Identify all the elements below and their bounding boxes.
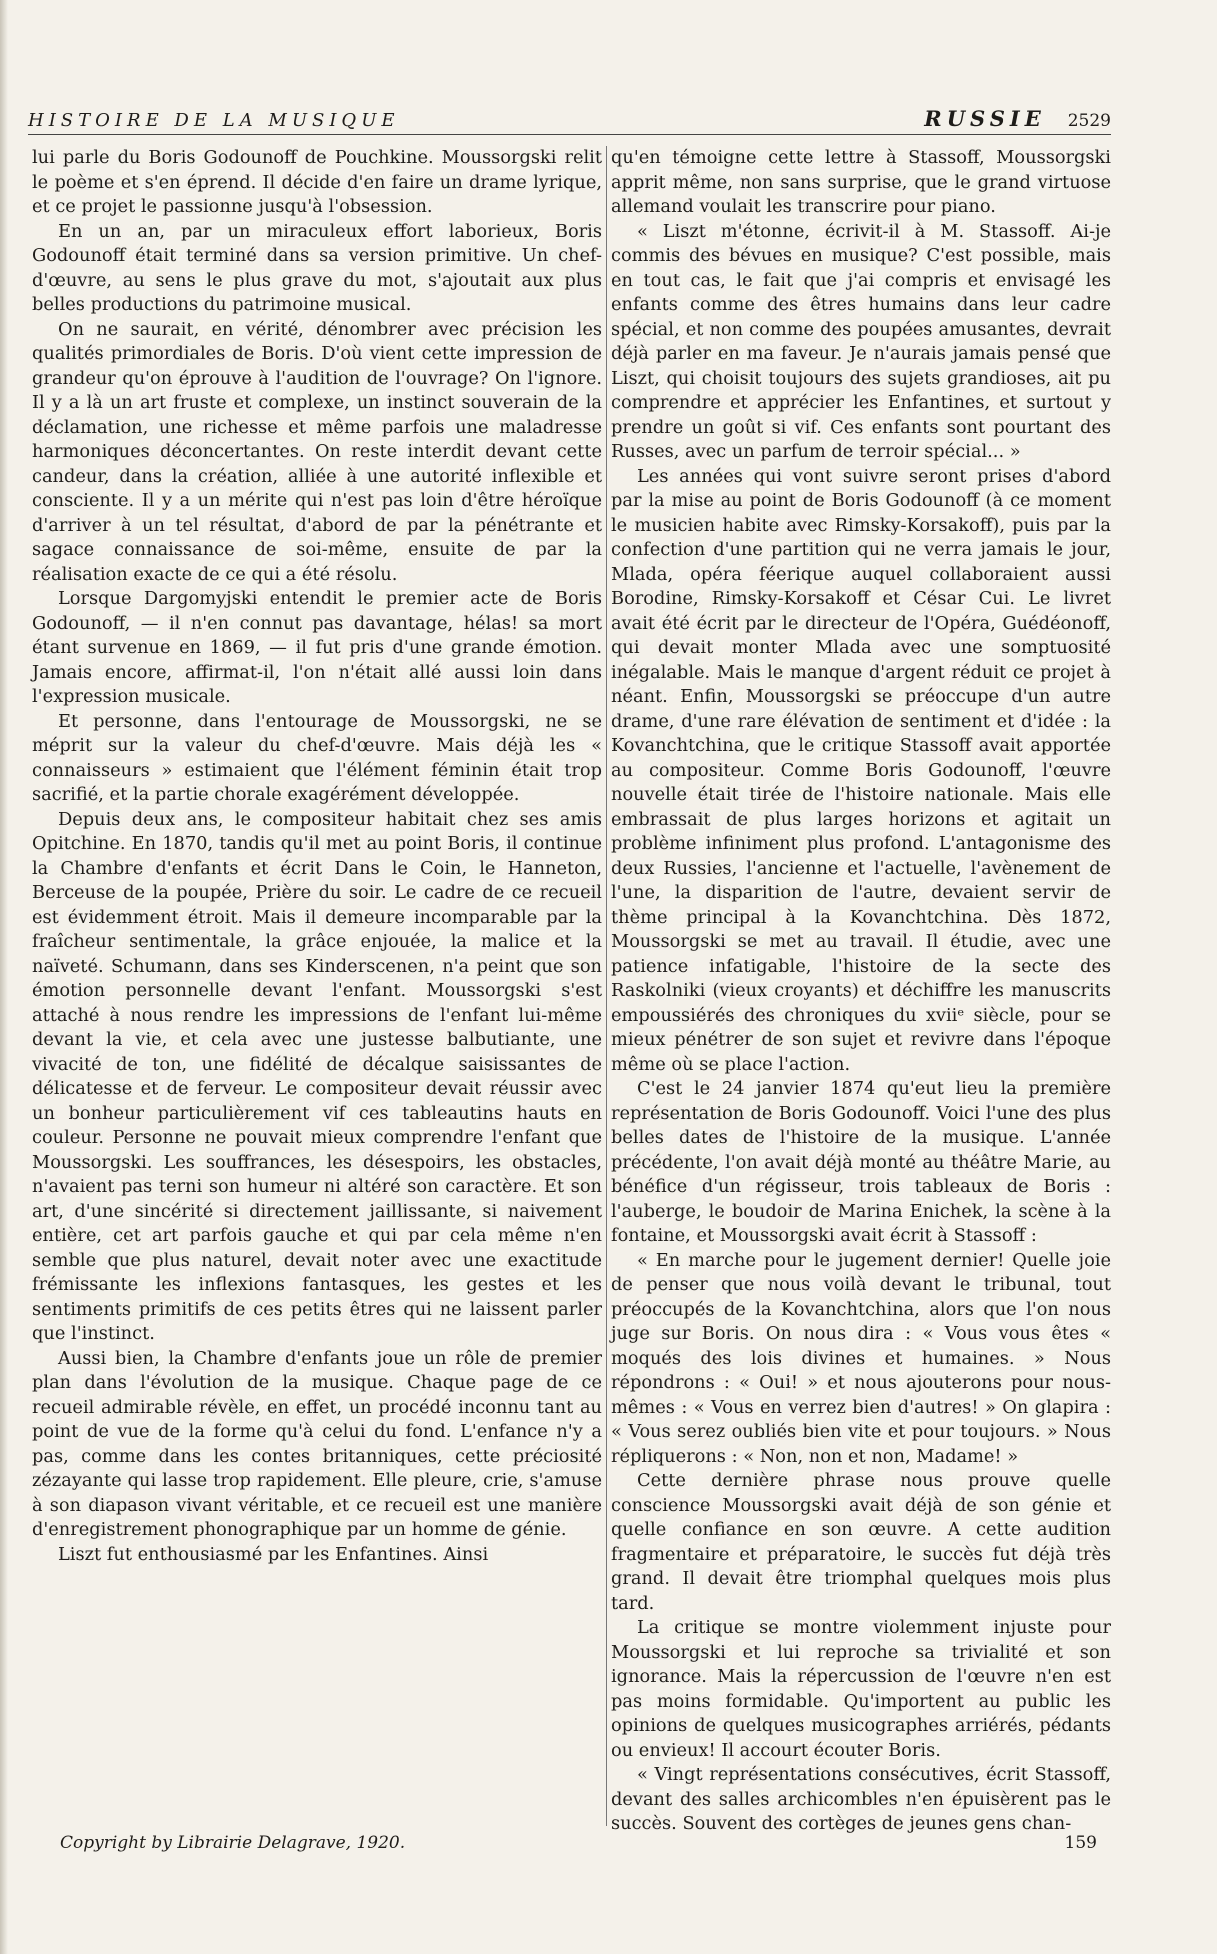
paragraph: « Vingt représentations consécutives, écrit Stassoff, devant des salles archicombles n'en épuisèrent pas le succès. Souvent des cortèges de jeunes gens chan- [611,1764,1111,1834]
running-title: HISTOIRE DE LA MUSIQUE [28,110,400,131]
paragraph: La critique se montre violemment injuste pour Moussorgski et lui reproche sa trivialité et son ignorance. Mais la répercussion de l'œuvre n'en est pas moins formidable. Qu'importent au public les opinions de quelques musicographes arriérés, pédants ou envieux! Il accourt écouter Boris. [611,1617,1111,1761]
folio-number: 159 [1064,1833,1097,1853]
paragraph: Depuis deux ans, le compositeur habitait chez ses amis Opitchine. En 1870, tandis qu'il met au point Boris, il continue la Chambre d'enfants et écrit Dans le Coin, le Hanneton, Berceuse de la poupée, Prière du soir. Le cadre de ce recueil est évidemment étroit. Mais il demeure incomparable par la fraîcheur sentimentale, la grâce enjouée, la malice et la naïveté. Schumann, dans ses Kinderscenen, n'a peint que son émotion personnelle devant l'enfant. Moussorgski s'est attaché à nous rendre les impressions de l'enfant lui-même devant la vie, et cela avec une justesse balbutiante, une vivacité de ton, une fidélité de décalque saisissantes de délicatesse et de ferveur. Le compositeur devait réussir avec un bonheur particulièrement vif ces tableautins hauts en couleur. Personne ne pouvait mieux comprendre l'enfant que Moussorgski. Les souffrances, les désespoirs, les obstacles, n'avaient pas terni son humeur ni altéré son caractère. Et son art, d'une sincérité si directement jaillissante, si naivement entière, cet art parfois gauche et qui par cela même n'en semble que plus naturel, devait noter avec une exactitude frémissante les inflexions fantasques, les gestes et les sentiments primitifs de ces petits êtres qui ne laissent parler que l'instinct. [32,808,602,1344]
paragraph: Les années qui vont suivre seront prises d'abord par la mise au point de Boris Godounoff (à ce moment le musicien habite avec Rimsky-Korsakoff), puis par la confection d'une partition qui ne verra jamais le jour, Mlada, opéra féerique auquel collaboraient aussi Borodine, Rimsky-Korsakoff et César Cui. Le livret avait été écrit par le directeur de l'Opéra, Guédéonoff, qui devait monter Mlada avec une somptuosité inégalable. Mais le manque d'argent réduit ce projet à néant. Enfin, Moussorgski se préoccupe d'un autre drame, d'une rare élévation de sentiment et d'idée : la Kovanchtchina, que le critique Stassoff avait apportée au compositeur. Comme Boris Godounoff, l'œuvre nouvelle était tirée de l'histoire nationale. Mais elle embrassait de plus larges horizons et agitait un problème infiniment plus profond. L'antagonisme des deux Russies, l'ancienne et l'actuelle, l'avènement de l'une, la disparition de l'autre, devaient servir de thème principal à la Kovanchtchina. Dès 1872, Moussorgski se met au travail. Il étudie, avec une patience infatigable, l'histoire de la secte des Raskolniki (vieux croyants) et déchiffre les manuscrits empoussiérés des chroniques du xviiᵉ siècle, pour se mieux pénétrer de son sujet et revivre dans l'époque même où se place l'action. [611,465,1111,1075]
paragraph: qu'en témoigne cette lettre à Stassoff, Moussorgski apprit même, non sans surprise, que le grand virtuose allemand voulait les transcrire pour piano. [611,147,1111,217]
paragraph: « En marche pour le jugement dernier! Quelle joie de penser que nous voilà devant le tribunal, tout préoccupés de la Kovanchtchina, alors que l'on nous juge sur Boris. On nous dira : « Vous vous êtes « moqués des lois divines et humaines. » Nous répondrons : « Oui! » et nous ajouterons pour nous-mêmes : « Vous en verrez bien d'autres! » On glapira : « Vous serez oubliés bien vite et pour toujours. » Nous répliquerons : « Non, non et non, Madame! » [611,1249,1111,1467]
paragraph: On ne saurait, en vérité, dénombrer avec précision les qualités primordiales de Boris. D'où vient cette impression de grandeur qu'on éprouve à l'audition de l'ouvrage? On l'ignore. Il y a là un art fruste et complexe, un instinct souverain de la déclamation, une richesse et même parfois une maladresse harmoniques déconcertantes. On reste interdit devant cette candeur, dans la création, alliée à une autorité inflexible et consciente. Il y a un mérite qui n'est pas loin d'être héroïque d'arriver à un tel résultat, d'abord de par la pénétrante et sagace connaissance de soi-même, ensuite de par la réalisation exacte de ce qui a été résolu. [32,318,602,585]
paragraph: « Liszt m'étonne, écrivit-il à M. Stassoff. Ai-je commis des bévues en musique? C'est possible, mais en tout cas, le fait que j'ai compris et envisagé les enfants comme des êtres humains dans leur cadre spécial, et non comme des poupées amusantes, devrait déjà parler en ma faveur. Je n'aurais jamais pensé que Liszt, qui choisit toujours des sujets grandioses, ait pu comprendre et apprécier les Enfantines, et surtout y prendre un goût si vif. Ces enfants sont pourtant des Russes, avec un parfum de terroir spécial... » [611,220,1111,462]
left-column [32,146,602,1567]
section-title: RUSSIE [924,106,1046,131]
paragraph: Aussi bien, la Chambre d'enfants joue un rôle de premier plan dans l'évolution de la musique. Chaque page de ce recueil admirable révèle, en effet, un procédé inconnu tant au point de vue de la forme qu'à celui du fond. L'enfance n'y a pas, comme dans les contes britanniques, cette préciosité zézayante qui lasse trop rapidement. Elle pleure, crie, s'amuse à son diapason vivant véritable, et ce recueil est une manière d'enregistrement phonographique par un homme de génie. [32,1347,602,1540]
page-edge-shadow [0,0,8,1954]
running-header [28,104,1111,135]
page-footer [60,1833,1097,1853]
page-number: 2529 [1067,111,1111,131]
paragraph: Cette dernière phrase nous prouve quelle conscience Moussorgski avait déjà de son génie et quelle confiance en son œuvre. A cette audition fragmentaire et préparatoire, le succès fut déjà très grand. Il devait être triomphal quelques mois plus tard. [611,1470,1111,1614]
header-right [924,106,1111,134]
paragraph: lui parle du Boris Godounoff de Pouchkine. Moussorgski relit le poème et s'en éprend. Il décide d'en faire un drame lyrique, et ce projet le passionne jusqu'à l'obsession. [32,147,602,217]
column-divider [606,146,607,1826]
paragraph: Liszt fut enthousiasmé par les Enfantines. Ainsi [58,1543,489,1565]
paragraph: En un an, par un miraculeux effort laborieux, Boris Godounoff était terminé dans sa version primitive. Un chef-d'œuvre, au sens le plus grave du mot, s'ajoutait aux plus belles productions du patrimoine musical. [32,220,602,315]
paragraph: Lorsque Dargomyjski entendit le premier acte de Boris Godounoff, — il n'en connut pas davantage, hélas! sa mort étant survenue en 1869, — il fut pris d'une grande émotion. Jamais encore, affirmat-il, l'on n'était allé aussi loin dans l'expression musicale. [32,588,602,707]
copyright-line: Copyright by Librairie Delagrave, 1920. [60,1833,406,1853]
right-column [611,146,1111,1837]
paragraph: C'est le 24 janvier 1874 qu'eut lieu la première représentation de Boris Godounoff. Voici l'une des plus belles dates de l'histoire de la musique. L'année précédente, l'on avait déjà monté au théâtre Marie, au bénéfice d'un régisseur, trois tableaux de Boris : l'auberge, le boudoir de Marina Enichek, la scène à la fontaine, et Moussorgski avait écrit à Stassoff : [611,1078,1111,1246]
paragraph: Et personne, dans l'entourage de Moussorgski, ne se méprit sur la valeur du chef-d'œuvre. Mais déjà les « connaisseurs » estimaient que l'élément féminin était trop sacrifié, et la partie chorale exagérément développée. [32,710,602,805]
